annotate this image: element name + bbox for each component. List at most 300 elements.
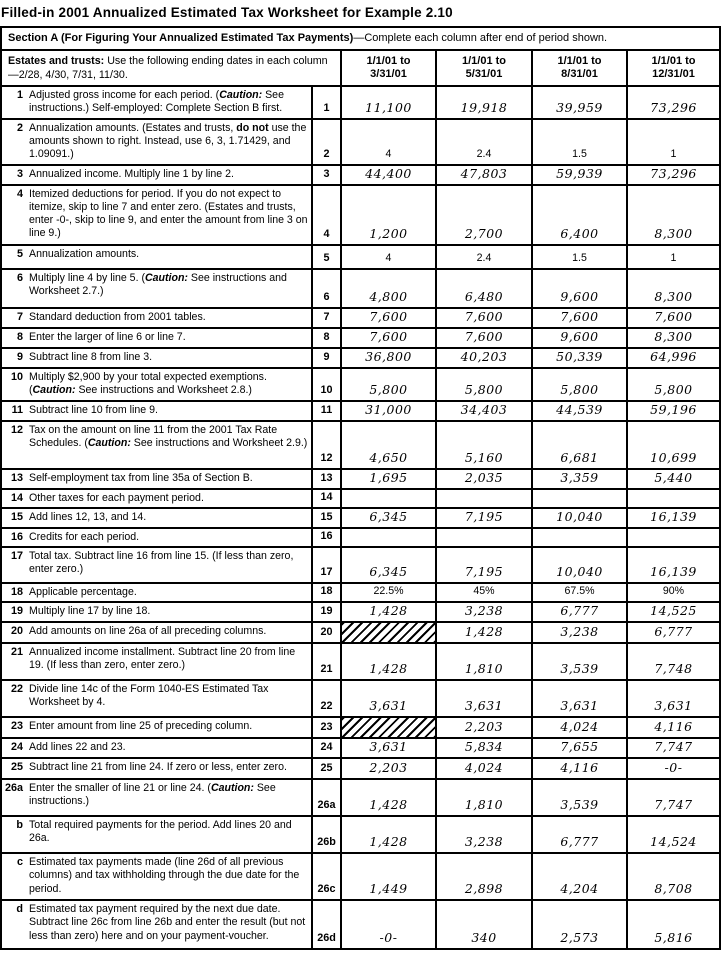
- line-number-box: 16: [311, 529, 340, 546]
- value-cell-line11-col4: 59,196: [626, 402, 719, 420]
- worksheet-row-line-3: [2, 166, 719, 186]
- value-cell-line8-col2: 7,600: [435, 329, 531, 347]
- worksheet-row-line-9: [2, 349, 719, 369]
- value-cell-line23-col3: 4,024: [531, 718, 626, 737]
- worksheet-row-line-8: [2, 329, 719, 349]
- hatched-cell: [340, 623, 435, 642]
- value-cell-line16-col2: [435, 529, 531, 546]
- row-description-text: [23, 371, 309, 398]
- worksheet-row-line-7: [2, 309, 719, 329]
- row-description: [2, 529, 311, 546]
- row-description: [2, 490, 311, 507]
- row-description: [2, 681, 311, 716]
- row-description-text: [23, 605, 309, 619]
- value-cell-line26d-col2: 340: [435, 901, 531, 948]
- line-number-gutter: 8: [16, 330, 23, 343]
- value-cell-line1-col2: 19,918: [435, 87, 531, 118]
- line-number-gutter: 23: [10, 720, 23, 733]
- description-segment: Add lines 12, 13, and 14.: [29, 510, 147, 523]
- description-segment: Standard deduction from 2001 tables.: [29, 310, 206, 323]
- description-segment: Enter the smaller of line 21 or line 24. (: [29, 782, 211, 795]
- value-cell-line4-col2: 2,700: [435, 186, 531, 244]
- worksheet-rows: [2, 87, 719, 948]
- value-cell-line26c-col3: 4,204: [531, 854, 626, 899]
- row-description: [2, 854, 311, 899]
- line-number-box: 2: [311, 120, 340, 164]
- worksheet-row-line-23: [2, 718, 719, 739]
- row-description: [2, 470, 311, 488]
- value-cell-line10-col4: 5,800: [626, 369, 719, 400]
- row-description-text: [23, 683, 309, 714]
- description-segment: Enter amount from line 25 of preceding column.: [29, 720, 253, 733]
- description-segment: Itemized deductions for period. If you do not expect to itemize, skip to line 7 and enter zero. (Estates and trusts, enter -0-, skip to line 9, and enter the amount from line 3 on line 9.): [29, 187, 308, 240]
- description-segment: Self-employment tax from line 35a of Section B.: [29, 471, 253, 484]
- row-description-text: [23, 168, 309, 182]
- line-number-box: 26d: [311, 901, 340, 948]
- row-description-text: [23, 646, 309, 677]
- value-cell-line19-col1: 1,428: [340, 603, 435, 621]
- line-number-box: 20: [311, 623, 340, 642]
- value-cell-line22-col2: 3,631: [435, 681, 531, 716]
- value-cell-line22-col1: 3,631: [340, 681, 435, 716]
- line-number-gutter: 5: [16, 247, 23, 260]
- line-number-box: 1: [311, 87, 340, 118]
- row-description: [2, 739, 311, 757]
- value-cell-line17-col1: 6,345: [340, 548, 435, 582]
- line-number-box: 5: [311, 246, 340, 268]
- value-cell-line22-col3: 3,631: [531, 681, 626, 716]
- line-number-box: 11: [311, 402, 340, 420]
- value-cell-line21-col2: 1,810: [435, 644, 531, 679]
- section-a-subtitle: —Complete each column after end of period shown.: [353, 32, 608, 44]
- description-segment: See instructions.): [29, 782, 276, 808]
- description-segment: Total tax. Subtract line 16 from line 15. (If less than zero, enter zero.): [29, 550, 294, 576]
- line-number-gutter: 3: [16, 167, 23, 180]
- line-number-gutter: 20: [10, 625, 23, 638]
- row-description-text: [23, 550, 309, 580]
- line-number-gutter: 16: [10, 530, 23, 543]
- value-cell-line18-col1: 22.5%: [340, 584, 435, 601]
- line-number-box: 9: [311, 349, 340, 367]
- worksheet-row-line-14: [2, 490, 719, 509]
- worksheet-row-line-24: [2, 739, 719, 759]
- description-segment: Caution:: [32, 383, 76, 396]
- value-cell-line13-col1: 1,695: [340, 470, 435, 488]
- value-cell-line21-col3: 3,539: [531, 644, 626, 679]
- estates-trusts-text: Use the following ending dates in each column—2/28, 4/30, 7/31, 11/30.: [8, 55, 328, 81]
- row-description: [2, 623, 311, 642]
- value-cell-line7-col4: 7,600: [626, 309, 719, 327]
- value-cell-line25-col4: -0-: [626, 759, 719, 778]
- description-segment: Divide line 14c of the Form 1040-ES Estimated Tax Worksheet by 4.: [29, 683, 269, 709]
- value-cell-line16-col3: [531, 529, 626, 546]
- line-number-box: 10: [311, 369, 340, 400]
- column-header-row: [2, 51, 719, 87]
- value-cell-line1-col1: 11,100: [340, 87, 435, 118]
- row-description-text: [23, 511, 309, 525]
- description-segment: See instructions.) Self-employed: Complete Section B first.: [29, 89, 284, 115]
- value-cell-line6-col2: 6,480: [435, 270, 531, 307]
- row-description-text: [23, 272, 309, 305]
- line-number-gutter: 19: [10, 605, 23, 618]
- line-number-gutter: 15: [10, 510, 23, 523]
- value-cell-line2-col1: 4: [340, 120, 435, 164]
- row-description-text: [23, 404, 309, 418]
- value-cell-line14-col1: [340, 490, 435, 507]
- line-number-gutter: 12: [10, 423, 23, 436]
- value-cell-line5-col1: 4: [340, 246, 435, 268]
- line-number-gutter: 6: [16, 271, 23, 284]
- row-description: [2, 422, 311, 468]
- row-description: [2, 120, 311, 164]
- row-description: [2, 759, 311, 778]
- value-cell-line22-col4: 3,631: [626, 681, 719, 716]
- row-description: [2, 901, 311, 948]
- row-description-text: [23, 625, 309, 640]
- value-cell-line15-col3: 10,040: [531, 509, 626, 527]
- value-cell-line2-col3: 1.5: [531, 120, 626, 164]
- row-description: [2, 186, 311, 244]
- line-number-box: 25: [311, 759, 340, 778]
- worksheet-row-line-11: [2, 402, 719, 422]
- row-description-text: [23, 311, 309, 325]
- description-segment: Annualized income installment. Subtract line 20 from line 19. (If less than zero, enter zero.): [29, 646, 296, 672]
- description-segment: Multiply $2,900 by your total expected exemptions. (: [29, 370, 267, 396]
- value-cell-line1-col4: 73,296: [626, 87, 719, 118]
- value-cell-line5-col3: 1.5: [531, 246, 626, 268]
- value-cell-line10-col2: 5,800: [435, 369, 531, 400]
- estates-trusts-note: [2, 51, 340, 85]
- value-cell-line12-col3: 6,681: [531, 422, 626, 468]
- value-cell-line2-col2: 2.4: [435, 120, 531, 164]
- period-column-header: [340, 51, 435, 85]
- line-number-box: 14: [311, 490, 340, 507]
- row-description: [2, 603, 311, 621]
- period-to: 12/31/01: [652, 68, 695, 80]
- line-number-gutter: 11: [11, 403, 23, 416]
- value-cell-line12-col1: 4,650: [340, 422, 435, 468]
- value-cell-line26a-col4: 7,747: [626, 780, 719, 815]
- description-segment: See instructions and Worksheet 2.7.): [29, 271, 287, 297]
- line-number-gutter: 13: [10, 471, 23, 484]
- value-cell-line24-col1: 3,631: [340, 739, 435, 757]
- row-description: [2, 309, 311, 327]
- row-description: [2, 644, 311, 679]
- line-number-box: 13: [311, 470, 340, 488]
- row-description-text: [23, 122, 309, 162]
- description-segment: See instructions and Worksheet 2.8.): [75, 383, 252, 396]
- worksheet-row-line-19: [2, 603, 719, 623]
- row-description-text: [23, 472, 309, 486]
- line-number-gutter: 14: [10, 491, 23, 504]
- row-description: [2, 369, 311, 400]
- row-description-text: [23, 741, 309, 755]
- row-description-text: [23, 761, 309, 776]
- value-cell-line9-col4: 64,996: [626, 349, 719, 367]
- line-number-gutter: 18: [10, 586, 23, 599]
- line-number-gutter: 4: [16, 187, 23, 200]
- line-number-box: 8: [311, 329, 340, 347]
- value-cell-line21-col4: 7,748: [626, 644, 719, 679]
- line-number-gutter: 17: [10, 550, 23, 563]
- value-cell-line26d-col4: 5,816: [626, 901, 719, 948]
- line-number-gutter: 1: [16, 89, 23, 101]
- value-cell-line10-col1: 5,800: [340, 369, 435, 400]
- line-number-box: 17: [311, 548, 340, 582]
- value-cell-line4-col4: 8,300: [626, 186, 719, 244]
- worksheet-table: [0, 26, 721, 950]
- value-cell-line14-col4: [626, 490, 719, 507]
- row-description-text: [23, 248, 309, 266]
- line-number-box: 7: [311, 309, 340, 327]
- estates-trusts-label: Estates and trusts:: [8, 55, 105, 67]
- value-cell-line5-col4: 1: [626, 246, 719, 268]
- worksheet-row-line-18: [2, 584, 719, 603]
- line-number-box: 18: [311, 584, 340, 601]
- value-cell-line6-col1: 4,800: [340, 270, 435, 307]
- description-segment: Add lines 22 and 23.: [29, 741, 126, 754]
- value-cell-line7-col2: 7,600: [435, 309, 531, 327]
- description-segment: Enter the larger of line 6 or line 7.: [29, 330, 186, 343]
- worksheet-row-line-10: [2, 369, 719, 402]
- value-cell-line3-col4: 73,296: [626, 166, 719, 184]
- value-cell-line24-col4: 7,747: [626, 739, 719, 757]
- line-number-gutter: c: [16, 856, 23, 869]
- value-cell-line3-col3: 59,939: [531, 166, 626, 184]
- line-number-box: 26c: [311, 854, 340, 899]
- hatched-cell: [340, 718, 435, 737]
- value-cell-line23-col4: 4,116: [626, 718, 719, 737]
- value-cell-line1-col3: 39,959: [531, 87, 626, 118]
- value-cell-line4-col3: 6,400: [531, 186, 626, 244]
- value-cell-line13-col3: 3,359: [531, 470, 626, 488]
- line-number-box: 4: [311, 186, 340, 244]
- line-number-gutter: 21: [10, 646, 23, 659]
- line-number-box: 6: [311, 270, 340, 307]
- value-cell-line9-col2: 40,203: [435, 349, 531, 367]
- description-segment: Multiply line 17 by line 18.: [29, 605, 151, 618]
- value-cell-line12-col2: 5,160: [435, 422, 531, 468]
- worksheet-row-line-17: [2, 548, 719, 584]
- description-segment: Estimated tax payments made (line 26d of all previous columns) and tax withholding through the due date for the period.: [29, 856, 300, 895]
- description-segment: Other taxes for each payment period.: [29, 491, 204, 504]
- value-cell-line8-col3: 9,600: [531, 329, 626, 347]
- row-description: [2, 817, 311, 852]
- worksheet-row-line-6: [2, 270, 719, 309]
- worksheet-row-line-26c: [2, 854, 719, 901]
- section-a-title: Section A (For Figuring Your Annualized Estimated Tax Payments): [8, 32, 354, 44]
- value-cell-line9-col1: 36,800: [340, 349, 435, 367]
- line-number-gutter: 24: [10, 741, 23, 754]
- value-cell-line26d-col1: -0-: [340, 901, 435, 948]
- description-segment: Tax on the amount on line 11 from the 2001 Tax Rate Schedules. (: [29, 423, 278, 449]
- line-number-gutter: 25: [10, 761, 23, 774]
- value-cell-line26c-col4: 8,708: [626, 854, 719, 899]
- value-cell-line26d-col3: 2,573: [531, 901, 626, 948]
- line-number-box: 15: [311, 509, 340, 527]
- line-number-box: 24: [311, 739, 340, 757]
- description-segment: Caution:: [87, 436, 131, 449]
- value-cell-line25-col1: 2,203: [340, 759, 435, 778]
- value-cell-line14-col2: [435, 490, 531, 507]
- description-segment: Total required payments for the period. Add lines 20 and 26a.: [29, 819, 292, 845]
- line-number-gutter: 2: [16, 122, 23, 134]
- value-cell-line5-col2: 2.4: [435, 246, 531, 268]
- description-segment: Multiply line 4 by line 5. (: [29, 271, 145, 284]
- worksheet-row-line-5: [2, 246, 719, 270]
- value-cell-line3-col1: 44,400: [340, 166, 435, 184]
- worksheet-row-line-20: [2, 623, 719, 644]
- row-description: [2, 780, 311, 815]
- line-number-box: 22: [311, 681, 340, 716]
- period-from: 1/1/01 to: [651, 55, 696, 67]
- value-cell-line26b-col4: 14,524: [626, 817, 719, 852]
- value-cell-line26b-col1: 1,428: [340, 817, 435, 852]
- section-a-header: [2, 28, 719, 51]
- value-cell-line26a-col3: 3,539: [531, 780, 626, 815]
- worksheet-row-line-16: [2, 529, 719, 548]
- value-cell-line12-col4: 10,699: [626, 422, 719, 468]
- period-column-header: [626, 51, 719, 85]
- value-cell-line19-col4: 14,525: [626, 603, 719, 621]
- period-column-header: [531, 51, 626, 85]
- value-cell-line18-col2: 45%: [435, 584, 531, 601]
- line-number-gutter: 22: [10, 683, 23, 696]
- value-cell-line26a-col1: 1,428: [340, 780, 435, 815]
- row-description: [2, 584, 311, 601]
- row-description-text: [23, 819, 309, 850]
- value-cell-line21-col1: 1,428: [340, 644, 435, 679]
- period-column-header: [435, 51, 531, 85]
- row-description-text: [23, 188, 309, 242]
- value-cell-line17-col4: 16,139: [626, 548, 719, 582]
- description-segment: Annualization amounts. (Estates and trusts,: [29, 122, 237, 134]
- value-cell-line3-col2: 47,803: [435, 166, 531, 184]
- value-cell-line10-col3: 5,800: [531, 369, 626, 400]
- row-description-text: [23, 720, 309, 735]
- row-description: [2, 548, 311, 582]
- value-cell-line20-col3: 3,238: [531, 623, 626, 642]
- value-cell-line24-col2: 5,834: [435, 739, 531, 757]
- line-number-gutter: 26a: [4, 782, 23, 795]
- description-segment: Annualization amounts.: [29, 247, 140, 260]
- row-description-text: [23, 856, 309, 897]
- description-segment: Annualized income. Multiply line 1 by line 2.: [29, 167, 234, 180]
- description-segment: Subtract line 8 from line 3.: [29, 350, 153, 363]
- description-segment: Subtract line 10 from line 9.: [29, 403, 158, 416]
- value-cell-line20-col4: 6,777: [626, 623, 719, 642]
- value-cell-line23-col2: 2,203: [435, 718, 531, 737]
- row-description-text: [23, 492, 309, 505]
- description-segment: See instructions and Worksheet 2.9.): [130, 436, 308, 449]
- row-description-text: [23, 782, 309, 813]
- line-number-box: 3: [311, 166, 340, 184]
- value-cell-line18-col3: 67.5%: [531, 584, 626, 601]
- worksheet-row-line-21: [2, 644, 719, 681]
- row-description: [2, 349, 311, 367]
- line-number-box: 26b: [311, 817, 340, 852]
- line-number-box: 12: [311, 422, 340, 468]
- line-number-gutter: 9: [16, 350, 23, 363]
- line-number-gutter: 7: [16, 310, 23, 323]
- row-description: [2, 246, 311, 268]
- line-number-box: 21: [311, 644, 340, 679]
- row-description: [2, 270, 311, 307]
- worksheet-row-line-12: [2, 422, 719, 470]
- description-segment: Caution:: [219, 89, 263, 101]
- value-cell-line19-col3: 6,777: [531, 603, 626, 621]
- line-number-gutter: d: [16, 903, 23, 916]
- description-segment: Applicable percentage.: [29, 586, 137, 599]
- value-cell-line25-col2: 4,024: [435, 759, 531, 778]
- value-cell-line15-col1: 6,345: [340, 509, 435, 527]
- worksheet-row-line-13: [2, 470, 719, 490]
- description-segment: Caution:: [145, 271, 188, 284]
- value-cell-line17-col2: 7,195: [435, 548, 531, 582]
- line-number-box: 23: [311, 718, 340, 737]
- period-to: 5/31/01: [465, 68, 503, 80]
- value-cell-line26b-col2: 3,238: [435, 817, 531, 852]
- description-segment: Caution:: [210, 782, 254, 795]
- value-cell-line2-col4: 1: [626, 120, 719, 164]
- row-description-text: [23, 331, 309, 345]
- worksheet-row-line-4: [2, 186, 719, 246]
- value-cell-line7-col3: 7,600: [531, 309, 626, 327]
- line-number-box: 26a: [311, 780, 340, 815]
- period-from: 1/1/01 to: [557, 55, 602, 67]
- value-cell-line7-col1: 7,600: [340, 309, 435, 327]
- row-description: [2, 87, 311, 118]
- worksheet-row-line-22: [2, 681, 719, 718]
- value-cell-line11-col3: 44,539: [531, 402, 626, 420]
- value-cell-line24-col3: 7,655: [531, 739, 626, 757]
- value-cell-line9-col3: 50,339: [531, 349, 626, 367]
- value-cell-line11-col2: 34,403: [435, 402, 531, 420]
- row-description: [2, 509, 311, 527]
- line-number-gutter: 10: [10, 370, 23, 383]
- row-description-text: [23, 531, 309, 544]
- row-description-text: [23, 424, 309, 466]
- value-cell-line15-col4: 16,139: [626, 509, 719, 527]
- value-cell-line8-col4: 8,300: [626, 329, 719, 347]
- value-cell-line25-col3: 4,116: [531, 759, 626, 778]
- row-description: [2, 402, 311, 420]
- line-number-box: 19: [311, 603, 340, 621]
- value-cell-line11-col1: 31,000: [340, 402, 435, 420]
- worksheet-row-line-26b: [2, 817, 719, 854]
- description-segment: Subtract line 21 from line 24. If zero or less, enter zero.: [29, 761, 287, 774]
- worksheet-row-line-26a: [2, 780, 719, 817]
- row-description-text: [23, 89, 309, 116]
- value-cell-line15-col2: 7,195: [435, 509, 531, 527]
- value-cell-line6-col3: 9,600: [531, 270, 626, 307]
- description-segment: Estimated tax payment required by the next due date. Subtract line 26c from line 26b and enter the result (but not less than zero) here and on your payment-voucher.: [29, 903, 306, 942]
- worksheet-row-line-15: [2, 509, 719, 529]
- row-description-text: [23, 903, 309, 946]
- value-cell-line8-col1: 7,600: [340, 329, 435, 347]
- page-title: Filled-in 2001 Annualized Estimated Tax Worksheet for Example 2.10: [1, 5, 453, 20]
- row-description-text: [23, 351, 309, 365]
- period-to: 8/31/01: [561, 68, 598, 80]
- value-cell-line26b-col3: 6,777: [531, 817, 626, 852]
- value-cell-line26c-col2: 2,898: [435, 854, 531, 899]
- value-cell-line19-col2: 3,238: [435, 603, 531, 621]
- description-segment: Adjusted gross income for each period. (: [29, 89, 220, 101]
- value-cell-line14-col3: [531, 490, 626, 507]
- value-cell-line4-col1: 1,200: [340, 186, 435, 244]
- description-segment: use the amounts shown to right. Instead, use 6, 3, 1.71429, and 1.09091.): [29, 122, 307, 161]
- worksheet-row-line-26d: [2, 901, 719, 948]
